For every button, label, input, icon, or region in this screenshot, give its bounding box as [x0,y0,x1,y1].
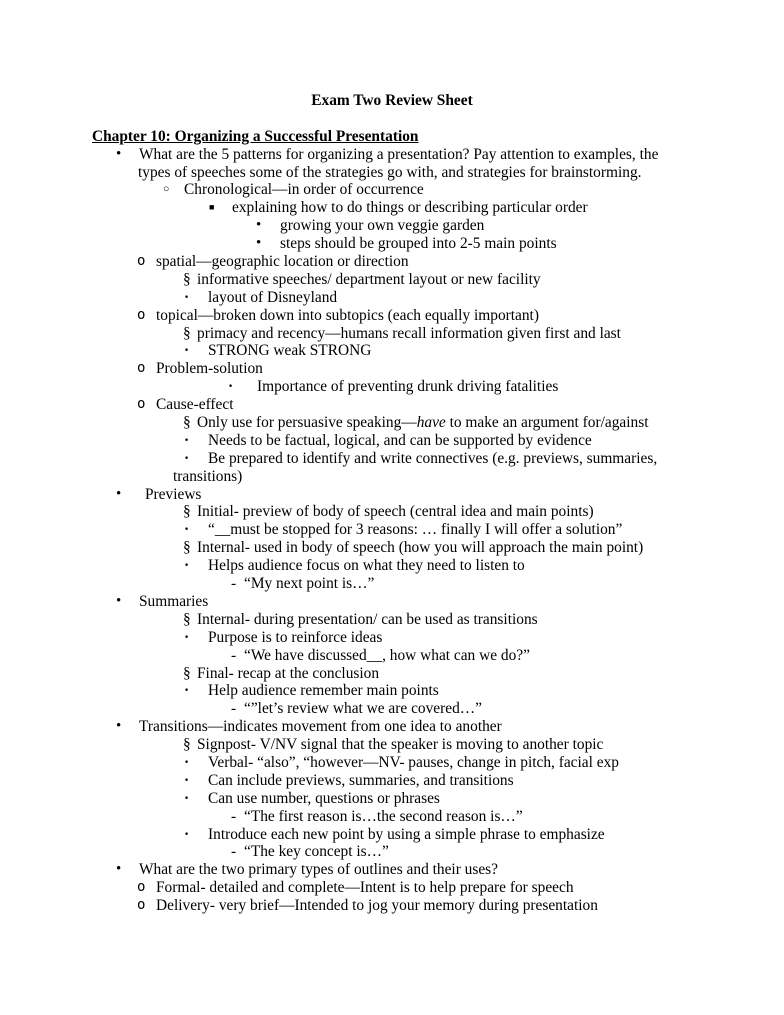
section-heading-text: Chapter 10: Organizing a Successful Presentation [92,127,419,145]
dash-bullet-icon: - [231,807,237,825]
list-item [0,808,784,826]
dash-bullet-icon: - [231,843,237,861]
dot-bullet-icon: · [184,682,190,700]
dot-bullet-icon: · [184,431,190,449]
b1-bullet-icon: • [116,145,122,162]
list-item-text: Previews [145,485,202,503]
sect-bullet-icon: § [183,270,191,288]
circ-bullet-icon: ○ [163,184,170,196]
list-item-text: Only use for persuasive speaking—have to make an argument for/against [197,414,649,432]
list-item [0,378,784,396]
sect-bullet-icon: § [183,610,191,628]
list-item-text: Be prepared to identify and write connectives (e.g. previews, summaries, [208,449,658,467]
dash-bullet-icon: - [231,700,237,718]
list-item [0,199,784,217]
dotdeep-bullet-icon: · [228,378,234,396]
list-item-text: Help audience remember main points [208,682,439,700]
list-item [0,593,784,611]
list-item [0,486,784,504]
list-item [0,271,784,289]
section-heading [0,128,784,146]
list-item [0,879,784,897]
list-item [0,325,784,343]
list-item-text: primacy and recency—humans recall information given first and last [197,324,621,342]
list-item-text: Internal- used in body of speech (how you will approach the main point) [197,539,644,557]
sect-bullet-icon: § [183,414,191,432]
list-item [0,665,784,683]
dot-bullet-icon: · [184,288,190,306]
document-title: Exam Two Review Sheet [311,92,473,109]
list-item-text: growing your own veggie garden [280,217,485,235]
list-item [0,700,784,718]
list-item-text: topical—broken down into subtopics (each equally important) [156,306,539,324]
dot-bullet-icon: · [184,825,190,843]
sect-bullet-icon: § [183,324,191,342]
list-item [0,181,784,199]
blank-line [0,110,784,128]
dot-bullet-icon: · [184,628,190,646]
o-bullet-icon: o [137,306,146,323]
list-item-text: “We have discussed__, how what can we do?” [244,646,530,664]
list-item [0,647,784,665]
list-item-text: Internal- during presentation/ can be used as transitions [197,610,538,628]
sect-bullet-icon: § [183,503,191,521]
list-item [0,503,784,521]
list-item-text: explaining how to do things or describing particular order [232,199,588,217]
list-item-text: Chronological—in order of occurrence [184,181,424,199]
list-item [0,432,784,450]
list-item [0,414,784,432]
list-item-text: Verbal- “also”, “however—NV- pauses, change in pitch, facial exp [208,753,619,771]
list-item [0,146,784,164]
list-item-text: “The first reason is…the second reason is…” [244,807,523,825]
dot-bullet-icon: · [184,789,190,807]
list-item [0,575,784,593]
list-item [0,468,784,486]
list-item [0,772,784,790]
dot-bullet-icon: · [184,771,190,789]
list-item [0,539,784,557]
list-item-text: types of speeches some of the strategies go with, and strategies for brainstorming. [138,163,642,181]
list-item [0,861,784,879]
list-item-text: Importance of preventing drunk driving fatalities [257,378,559,396]
b1-bullet-icon: • [116,592,122,609]
list-item [0,897,784,915]
document-body [0,92,784,915]
b1-bullet-icon: • [116,718,122,735]
dot-bullet-icon: · [184,753,190,771]
dot-bullet-icon: · [184,449,190,467]
list-item [0,253,784,271]
list-item-text: Can use number, questions or phrases [208,789,440,807]
outline-list [0,146,784,915]
list-item-text: Introduce each new point by using a simple phrase to emphasize [208,825,605,843]
list-item-text: Needs to be factual, logical, and can be supported by evidence [208,431,592,449]
list-item-text: steps should be grouped into 2-5 main points [280,235,557,253]
b2-bullet-icon: • [256,235,262,252]
sect-bullet-icon: § [183,539,191,557]
sect-bullet-icon: § [183,736,191,754]
list-item [0,557,784,575]
list-item-text: “The key concept is…” [244,843,389,861]
list-item-text: STRONG weak STRONG [208,342,372,360]
dot-bullet-icon: · [184,521,190,539]
list-item-text: “”let’s review what we are covered…” [244,700,482,718]
list-item-text: Purpose is to reinforce ideas [208,628,383,646]
b1-bullet-icon: • [116,861,122,878]
b1-bullet-icon: • [116,485,122,502]
list-item [0,307,784,325]
list-item-text: layout of Disneyland [208,288,338,306]
list-item [0,682,784,700]
o-bullet-icon: o [137,396,146,413]
list-item-text: Signpost- V/NV signal that the speaker is moving to another topic [197,736,604,754]
list-item [0,360,784,378]
o-bullet-icon: o [137,879,146,896]
dash-bullet-icon: - [231,575,237,593]
sect-bullet-icon: § [183,664,191,682]
list-item-text: Cause-effect [156,396,234,414]
list-item [0,450,784,468]
list-item-text: “__must be stopped for 3 reasons: … finally I will offer a solution” [208,521,623,539]
list-item-text: Helps audience focus on what they need to listen to [208,557,525,575]
list-item-text: What are the two primary types of outlines and their uses? [139,861,499,879]
list-item [0,396,784,414]
list-item-text: Summaries [139,592,209,610]
list-item [0,235,784,253]
list-item-text: Initial- preview of body of speech (central idea and main points) [197,503,594,521]
list-item [0,736,784,754]
dash-bullet-icon: - [231,646,237,664]
list-item [0,164,784,182]
list-item-text: spatial—geographic location or direction [156,253,409,271]
sq-bullet-icon: ■ [209,202,215,213]
list-item [0,826,784,844]
list-item-text: “My next point is…” [244,575,375,593]
list-item [0,629,784,647]
list-item [0,718,784,736]
list-item [0,217,784,235]
list-item-text: Problem-solution [156,360,263,378]
list-item [0,611,784,629]
list-item-text: Transitions—indicates movement from one idea to another [139,718,502,736]
list-item-text: Final- recap at the conclusion [197,664,380,682]
o-bullet-icon: o [137,360,146,377]
list-item [0,754,784,772]
list-item [0,342,784,360]
list-item [0,289,784,307]
o-bullet-icon: o [137,897,146,914]
list-item-text: Can include previews, summaries, and transitions [208,771,514,789]
list-item [0,521,784,539]
dot-bullet-icon: · [184,342,190,360]
dot-bullet-icon: · [184,557,190,575]
list-item-text: transitions) [173,467,243,485]
list-item-text: informative speeches/ department layout or new facility [197,270,541,288]
list-item-text: Delivery- very brief—Intended to jog your memory during presentation [156,897,598,915]
list-item [0,790,784,808]
list-item-text: What are the 5 patterns for organizing a presentation? Pay attention to examples, the [139,145,659,163]
o-bullet-icon: o [137,253,146,270]
b2-bullet-icon: • [256,217,262,234]
list-item [0,843,784,861]
list-item-text: Formal- detailed and complete—Intent is to help prepare for speech [156,879,574,897]
